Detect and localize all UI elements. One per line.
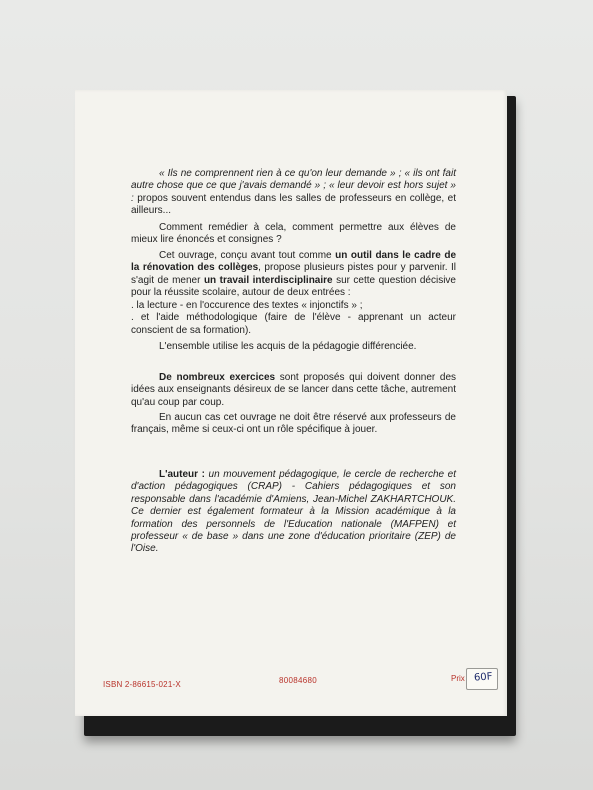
paragraph-3-text: L'ensemble utilise les acquis de la pédagogie différenciée. [159,341,417,352]
intro-quotes: « Ils ne comprennent rien à ce qu'on leur demande » ; « ils ont fait autre chose que ce que j'avais demandé » ; « leur devoir est hors sujet » : [131,168,456,204]
product-code: 80084680 [279,676,317,685]
entries-list [131,300,456,337]
paragraph-5 [131,412,456,437]
author-text: un mouvement pédagogique, le cercle de recherche et d'action pédagogiques (CRAP) - Cahiers pédagogiques et son responsable dans l'académie d'Amiens, Jean-Michel ZAKHARTCHOUK. Ce dernier est également formateur à la Mission académique à la formation des personnels de l'Education nationale (MAFPEN) et professeur « de base » dans une zone d'éducation prioritaire (ZEP) de l'Oise. [131,469,456,555]
price-handwritten: 60F [473,671,493,684]
author-paragraph [131,469,456,556]
isbn-number: ISBN 2-86615-021-X [103,680,181,689]
paragraph-5-text: En aucun cas cet ouvrage ne doit être réservé aux professeurs de français, même si ceux-ci ont un rôle spécifique à jouer. [131,412,456,436]
paragraph-2-c: , propose plusieurs pistes pour y parvenir. Il s'agit de mener [131,262,456,286]
paragraph-3 [131,341,456,353]
paragraph-1 [131,222,456,247]
intro-paragraph [131,168,456,218]
list-item: . la lecture - en l'occurence des textes « injonctifs » ; [131,300,363,311]
paragraph-2-bold-2: un travail interdisciplinaire [203,274,333,286]
paragraph-2 [131,250,456,300]
paragraph-2-d: sur cette question décisive pour la réussite scolaire, autour de deux entrées : [131,274,456,299]
intro-rest: propos souvent entendus dans les salles de professeurs en collège, et ailleurs... [131,192,456,217]
list-item: . et l'aide méthodologique (faire de l'élève - apprenant un acteur conscient de sa formation). [131,312,456,336]
paragraph-1-text: Comment remédier à cela, comment permettre aux élèves de mieux lire énoncés et consignes ? [131,222,456,246]
paragraph-2-bold-1: un outil dans le cadre de la rénovation des collèges [131,250,457,274]
paragraph-4-rest: sont proposés qui doivent donner des idées aux enseignants désireux de se lancer dans cette tâche, autrement qu'au coup par coup. [131,372,457,408]
paragraph-2-a: Cet ouvrage, conçu avant tout comme [159,250,336,261]
price-label: Prix [451,674,465,683]
author-label: L'auteur : [159,469,205,480]
paragraph-4-bold: De nombreux exercices [159,372,276,383]
paragraph-4 [131,372,456,409]
